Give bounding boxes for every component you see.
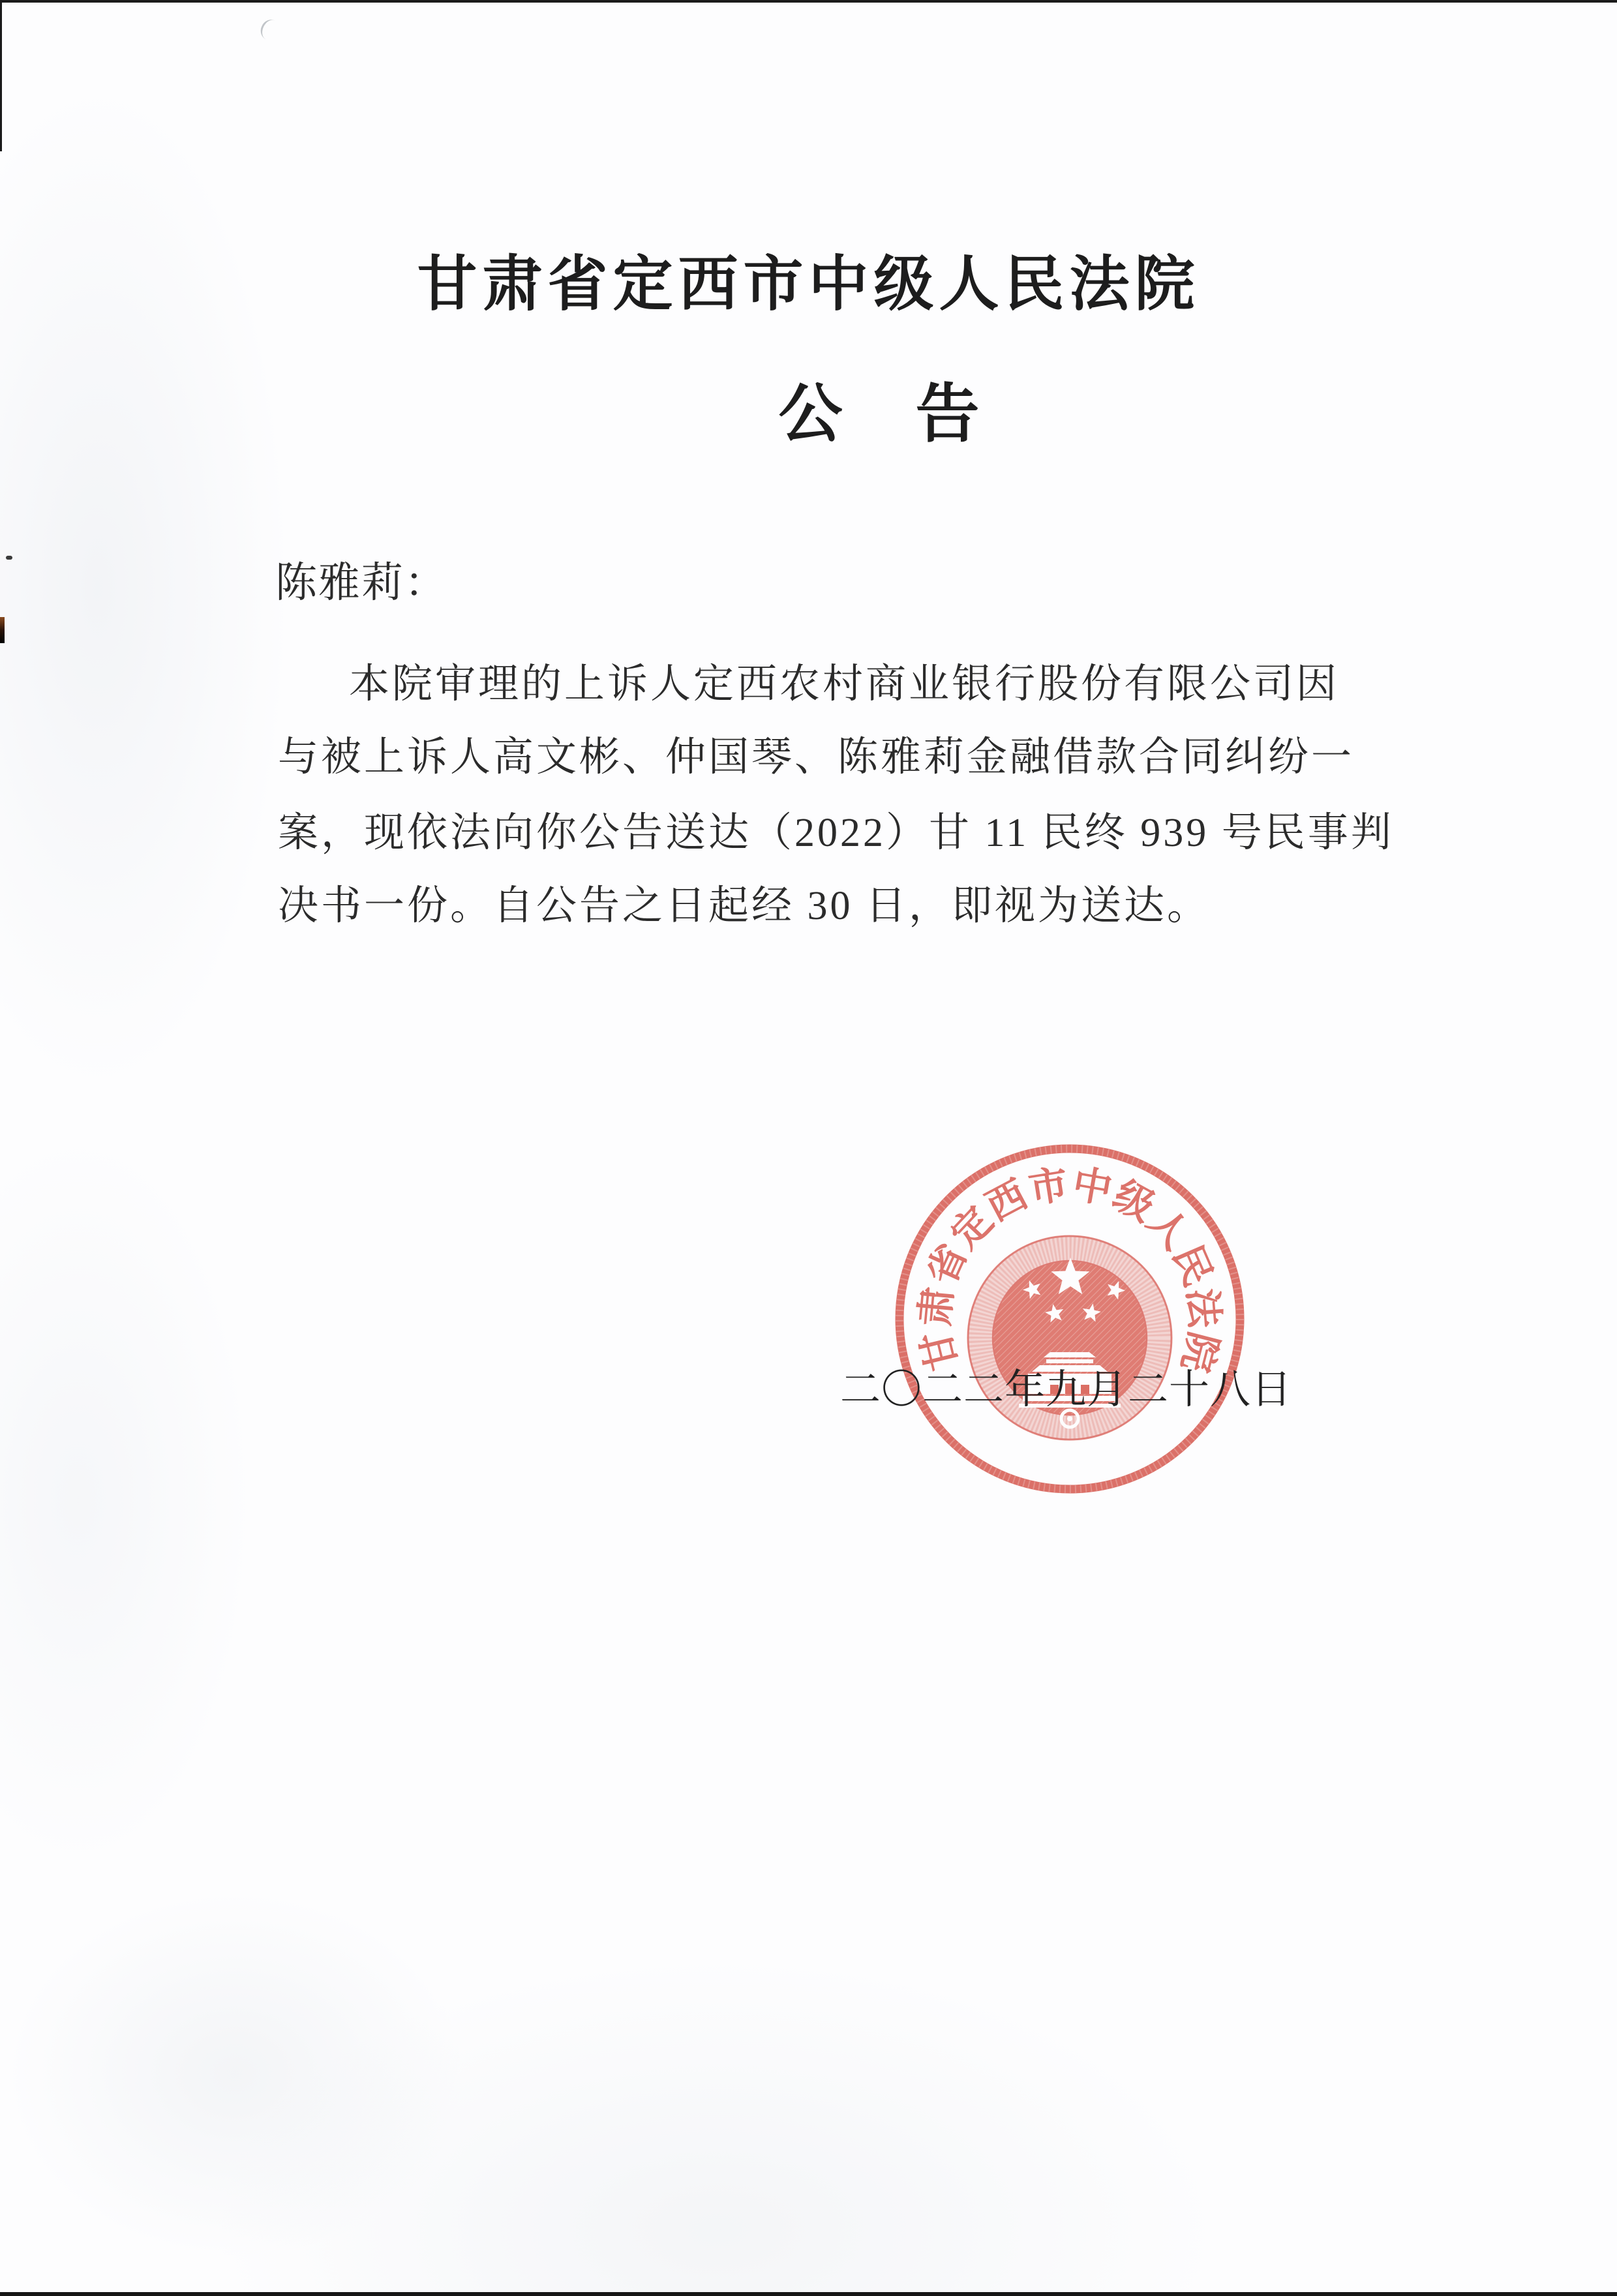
notice-title — [0, 363, 1617, 455]
body-line-1: 本院审理的上诉人定西农村商业银行股份有限公司因 — [349, 662, 1340, 706]
court-name-title: 甘肃省定西市中级人民法院 — [417, 251, 1200, 318]
body-line-3: 案，现依法向你公告送达（2022）甘 11 民终 939 号民事判 — [278, 811, 1394, 855]
notice-title-char-2: 告 — [915, 380, 980, 450]
notice-title-char-1: 公 — [778, 380, 843, 450]
scan-edge-bottom — [0, 2292, 1617, 2296]
seal-ring-text: 甘肃省定西市中级人民法院 — [913, 1162, 1226, 1377]
scan-artifact-dot — [6, 556, 12, 560]
official-seal — [889, 1138, 1250, 1500]
date-line: 二〇二二年九月二十八日 — [840, 1368, 1293, 1412]
scan-artifact-burn — [0, 617, 5, 643]
emblem-gear-hub — [1067, 1416, 1072, 1421]
scan-artifact-pen-mark — [258, 16, 284, 43]
salutation: 陈雅莉： — [275, 560, 447, 606]
scan-edge-top — [0, 0, 1617, 3]
body-line-2: 与被上诉人高文彬、仲国琴、陈雅莉金融借款合同纠纷一 — [278, 735, 1355, 779]
scan-edge-left-notch — [0, 0, 2, 151]
body-line-4: 决书一份。自公告之日起经 30 日，即视为送达。 — [278, 884, 1211, 928]
